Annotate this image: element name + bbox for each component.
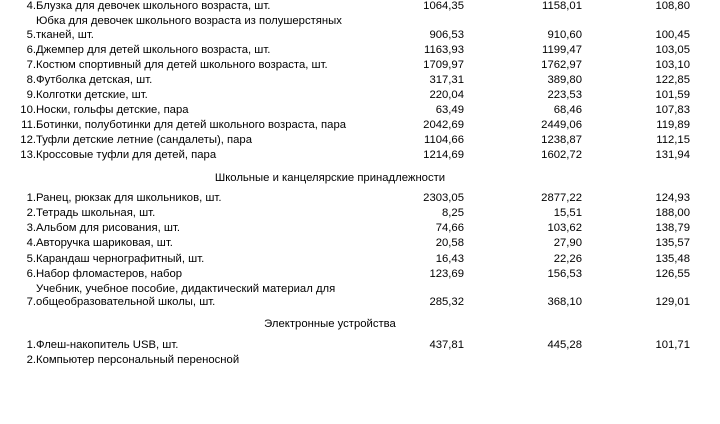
row-number: 7.: [26, 58, 36, 71]
row-value-1: 2303,05: [423, 192, 464, 205]
table-row: [12, 44, 708, 59]
row-name: Альбом для рисования, шт.: [36, 222, 180, 235]
row-value-1: 20,58: [435, 237, 464, 250]
row-value-2: [464, 354, 582, 369]
price-table: [12, 0, 708, 369]
row-value-1: 8,25: [442, 207, 464, 220]
table-row: [12, 207, 708, 222]
row-value-3: 126,55: [655, 267, 690, 280]
row-name: Учебник, учебное пособие, дидактический материал для общеобразовательной школы, шт.: [36, 282, 336, 309]
row-number: 6.: [26, 267, 36, 280]
row-number: 10.: [20, 104, 36, 117]
row-number: 1.: [26, 192, 36, 205]
row-value-2: 2449,06: [541, 119, 582, 132]
row-value-2: 910,60: [547, 28, 582, 41]
table-row: [12, 134, 708, 149]
row-value-1: 74,66: [435, 222, 464, 235]
row-value-2: 223,53: [547, 89, 582, 102]
row-number: 12.: [20, 134, 36, 147]
row-value-3: 131,94: [655, 149, 690, 162]
row-name: Компьютер персональный переносной: [36, 354, 240, 367]
row-name: Юбка для девочек школьного возраста из полушерстяных тканей, шт.: [36, 15, 342, 41]
row-value-2: 68,46: [553, 104, 582, 117]
row-value-1: 437,81: [429, 338, 464, 351]
row-name: Колготки детские, шт.: [36, 89, 148, 102]
row-value-3: 119,89: [656, 119, 690, 132]
row-name: Тетрадь школьная, шт.: [36, 207, 156, 220]
row-number: 8.: [26, 73, 36, 86]
row-number: 9.: [26, 89, 36, 102]
row-value-2: 22,26: [553, 252, 582, 265]
row-number: 4.: [26, 237, 36, 250]
table-row: [12, 283, 708, 312]
row-value-2: 1158,01: [542, 0, 582, 12]
row-value-2: 1602,72: [541, 149, 582, 162]
row-value-1: 317,31: [429, 73, 464, 86]
row-name: Ботинки, полуботинки для детей школьного возраста, пара: [36, 119, 347, 132]
row-value-3: 138,79: [655, 222, 690, 235]
row-value-3: [582, 354, 708, 369]
row-value-1: 2042,69: [423, 119, 464, 132]
row-number: 13.: [20, 149, 36, 162]
row-value-3: 107,83: [655, 104, 690, 117]
row-name: Футболка детская, шт.: [36, 73, 153, 86]
row-name: Костюм спортивный для детей школьного возраста, шт.: [36, 58, 328, 71]
row-value-2: 389,80: [547, 73, 582, 86]
row-number: 3.: [26, 222, 36, 235]
row-value-1: 123,69: [429, 267, 464, 280]
section-title: Электронные устройства: [264, 318, 396, 331]
row-value-1: 1064,35: [423, 0, 464, 12]
row-number: 5.: [26, 252, 36, 265]
row-value-1: 285,32: [429, 296, 464, 309]
row-value-2: 15,51: [553, 207, 582, 220]
row-name: Носки, гольфы детские, пара: [36, 104, 189, 117]
row-name: Джемпер для детей школьного возраста, шт.: [36, 43, 271, 56]
row-number: 2.: [26, 207, 36, 220]
row-value-3: 188,00: [655, 207, 690, 220]
row-value-1: 1709,97: [423, 58, 464, 71]
row-value-3: 122,85: [655, 73, 690, 86]
table-row: [12, 268, 708, 283]
table-row: [12, 237, 708, 252]
row-number: 2.: [26, 354, 36, 367]
row-name: Ранец, рюкзак для школьников, шт.: [36, 192, 222, 205]
row-value-3: 135,57: [655, 237, 690, 250]
table-row: [12, 192, 708, 207]
table-row: [12, 119, 708, 134]
row-value-3: 103,10: [655, 58, 690, 71]
row-value-1: 1214,69: [423, 149, 464, 162]
row-number: 6.: [26, 43, 36, 56]
table-row: [12, 104, 708, 119]
row-value-3: 101,71: [655, 338, 690, 351]
row-name: Карандаш чернографитный, шт.: [36, 252, 205, 265]
row-number: 7.: [26, 296, 36, 309]
section-header-cell: [12, 165, 708, 193]
row-value-2: 103,62: [547, 222, 582, 235]
row-value-2: 27,90: [553, 237, 582, 250]
table-row: [12, 339, 708, 354]
row-number: 4.: [26, 0, 36, 12]
row-name: Блузка для девочек школьного возраста, шт.: [36, 0, 271, 12]
row-value-1: 63,49: [435, 104, 464, 117]
section-header-row: [12, 311, 708, 339]
row-value-2: 1199,47: [542, 43, 582, 56]
section-header-cell: [12, 311, 708, 339]
row-number: 11.: [21, 119, 36, 132]
row-number: 5.: [26, 28, 36, 41]
table-row: [12, 253, 708, 268]
row-value-3: 100,45: [655, 28, 690, 41]
section-title: Школьные и канцелярские принадлежности: [214, 171, 446, 184]
row-value-3: 101,59: [655, 89, 690, 102]
table-row: [12, 149, 708, 164]
row-name: Кроссовые туфли для детей, пара: [36, 149, 217, 162]
table-row: [12, 89, 708, 104]
row-value-3: 112,15: [656, 134, 690, 147]
row-value-2: 445,28: [547, 338, 582, 351]
row-value-1: [346, 354, 464, 369]
table-body: [12, 0, 708, 369]
row-value-2: 368,10: [547, 296, 582, 309]
row-value-3: 135,48: [655, 252, 690, 265]
row-value-3: 124,93: [655, 192, 690, 205]
row-name: Туфли детские летние (сандалеты), пара: [36, 134, 252, 147]
row-value-2: 1762,97: [541, 58, 582, 71]
row-value-3: 129,01: [655, 296, 690, 309]
row-value-1: 1104,66: [424, 134, 464, 147]
table-row: [12, 354, 708, 369]
row-value-2: 156,53: [547, 267, 582, 280]
row-value-1: 1163,93: [424, 43, 464, 56]
row-value-2: 1238,87: [541, 134, 582, 147]
row-name: Авторучка шариковая, шт.: [36, 237, 173, 250]
table-row: [12, 15, 708, 44]
table-row: [12, 59, 708, 74]
table-row: [12, 0, 708, 15]
table-row: [12, 222, 708, 237]
row-name: Флеш-накопитель USB, шт.: [36, 338, 179, 351]
row-value-3: 108,80: [655, 0, 690, 12]
row-value-1: 220,04: [429, 89, 464, 102]
row-value-3: 103,05: [655, 43, 690, 56]
row-value-1: 16,43: [435, 252, 464, 265]
row-name: Набор фломастеров, набор: [36, 267, 183, 280]
row-value-1: 906,53: [429, 28, 464, 41]
row-number: 1.: [26, 338, 36, 351]
table-row: [12, 74, 708, 89]
row-value-2: 2877,22: [541, 192, 582, 205]
section-header-row: [12, 165, 708, 193]
